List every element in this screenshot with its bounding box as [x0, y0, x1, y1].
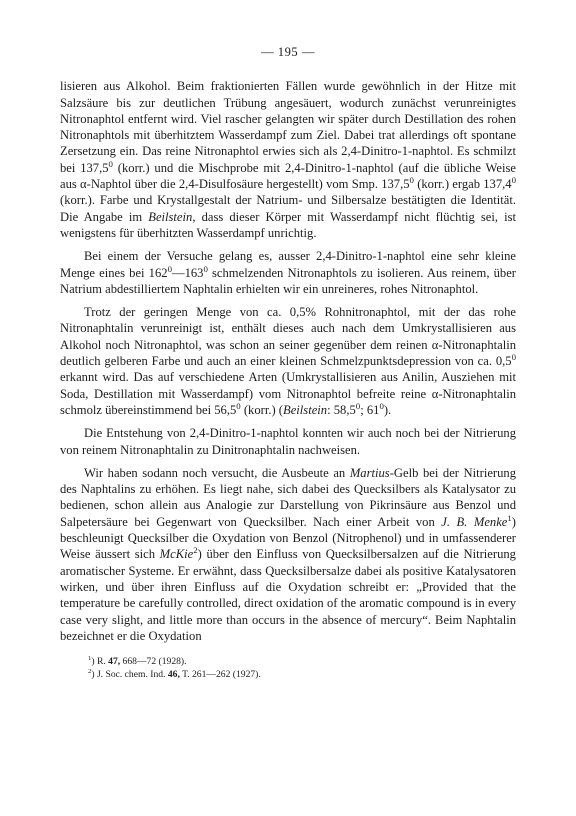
paragraph-2: Bei einem der Versuche gelang es, ausser 2,4-Dinitro-1-naphtol eine sehr kleine Menge eines bei $162^0—163^0$ schmelzenden Nitronaphtols zu isolieren. Aus reinem, über Natrium abdestilliertem Naphtalin erhielten wir ein unreineres, rohes Nitronaphtol.	[60, 249, 516, 296]
footnote-2: $^2$) J. Soc. chem. Ind. 46, T. 261—262 (1927).	[88, 667, 261, 680]
footnote-1: $^1$) R. 47, 668—72 (1928).	[88, 654, 187, 668]
paragraph-1: lisieren aus Alkohol. Beim fraktionierten Fällen wurde gewöhnlich in der Hitze mit Salzsäure bis zur deutlichen Trübung angesäuert, wodurch zunächst verunreinigtes Nitronaphtol entfernt wird. Viel rascher gelangten wir später durch Destillation des rohen Nitronaphtols mit überhitztem Wasserdampf zum Ziel. Dabei trat allerdings oft spontane Zersetzung ein. Das reine Nitronaphtol erwies sich als 2,4-Dinitro-1-naphtol. Es schmilzt bei 137,5$^0$ (korr.) und die Mischprobe mit 2,4-Dinitro-1-naphtol (auf die übliche Weise aus α-Naphtol über die 2,4-Disulfosäure hergestellt) vom Smp. 137,5$^0$ (korr.) ergab 137,4$^0$ (korr.). Farbe und Krystallgestalt der Natrium- und Silbersalze bestätigten die Identität. Die Angabe im Beilstein, dass dieser Körper mit Wasserdampf nicht flüchtig sei, ist wenigstens für überhitzten Wasserdampf unrichtig.	[60, 79, 516, 240]
page-number: — 195 —	[261, 45, 315, 59]
paragraph-3: Trotz der geringen Menge von ca. 0,5% Rohnitronaphtol, mit der das rohe Nitronaphtalin verunreinigt ist, enthält dieses auch nach dem Umkrystallisieren aus Alkohol noch Nitronaphtol, was schon an seiner gegenüber dem reinen α-Nitronaphtalin deutlich gelberen Farbe und auch an einer kleinen Schmelzpunktsdepression von ca. $0,5^0$ erkannt wird. Das auf verschiedene Arten (Umkrystallisieren aus Anilin, Ausziehen mit Soda, Destillation mit Wasserdampf) vom Nitronaphtol befreite reine α-Nitronaphtalin schmolz übereinstimmend bei 56,5$^0$ (korr.) (Beilstein: 58,5$^0$; $61^0$).	[60, 305, 516, 417]
document-page	[60, 44, 516, 681]
footnotes	[60, 656, 516, 681]
paragraph-4: Die Entstehung von 2,4-Dinitro-1-naphtol konnten wir auch noch bei der Nitrierung von reinem Nitronaphtalin zu Dinitronaphtalin nachweisen.	[60, 426, 516, 457]
paragraph-5: Wir haben sodann noch versucht, die Ausbeute an Martius-Gelb bei der Nitrierung des Naphtalins zu erhöhen. Es liegt nahe, sich dabei des Quecksilbers als Katalysator zu bedienen, schon allein aus Analogie zur Darstellung von Pikrinsäure aus Benzol und Salpetersäure bei Gegenwart von Quecksilber. Nach einer Arbeit von J. B. Menke$^1$) beschleunigt Quecksilber die Oxydation von Benzol (Nitrophenol) und in umfassenderer Weise äussert sich McKie$^2$) über den Einfluss von Quecksilbersalzen auf die Nitrierung aromatischer Systeme. Er erwähnt, dass Quecksilbersalze dabei als positive Katalysatoren wirken, und über ihren Einfluss auf die Oxydation schreibt er: „Provided that the temperature be carefully controlled, direct oxidation of the aromatic compound is in every case very slight, and little more than occurs in the absence of mercury“. Beim Naphtalin bezeichnet er die Oxydation	[60, 465, 517, 643]
